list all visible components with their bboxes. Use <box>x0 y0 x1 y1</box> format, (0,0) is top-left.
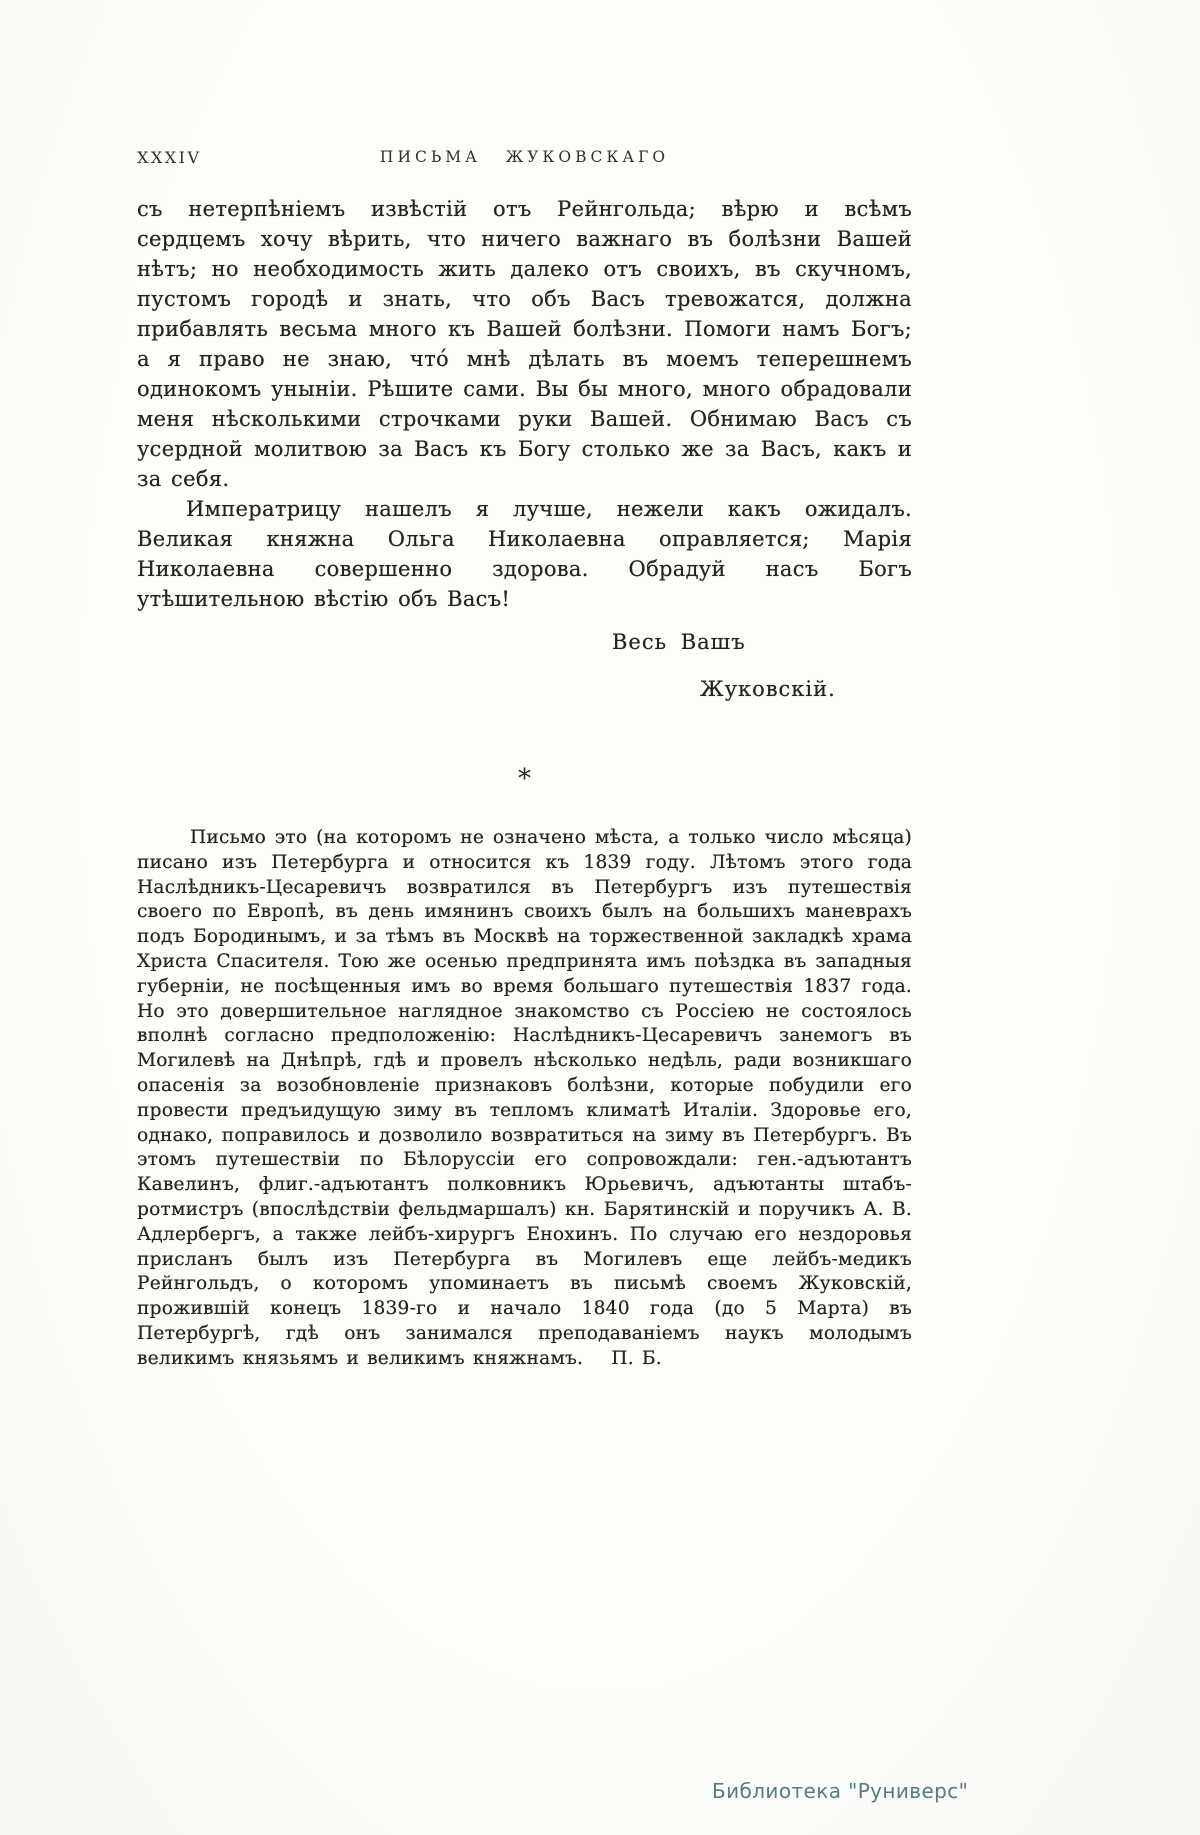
letter-closing: Весь Вашъ <box>612 630 746 654</box>
commentary-author-initials: П. Б. <box>611 1347 662 1369</box>
runivers-library-watermark: Библиотека "Руниверс" <box>712 1779 969 1803</box>
letter-paragraph-1: съ нетерпѣніемъ извѣстій отъ Рейнгольда; вѣрю и всѣмъ сердцемъ хочу вѣрить, что ничего важнаго въ болѣзни Вашей нѣтъ; но необходимость жить далеко отъ своихъ, въ скучномъ, пустомъ городѣ и знать, что объ Васъ тревожатся, должна прибавлять весьма много къ Вашей болѣзни. Помоги намъ Богъ; а я право не знаю, что́ мнѣ дѣлать въ моемъ теперешнемъ одинокомъ уныніи. Рѣшите сами. Вы бы много, много обрадовали меня нѣсколькими строчками руки Вашей. Обнимаю Васъ съ усердной молитвою за Васъ къ Богу столько же за Васъ, какъ и за себя. <box>137 197 912 491</box>
asterisk-separator: * <box>518 764 531 794</box>
running-title: ПИСЬМА ЖУКОВСКАГО <box>379 148 670 166</box>
page-content <box>137 148 912 1372</box>
page-header <box>137 148 912 172</box>
page-number: XXXIV <box>137 148 202 167</box>
letter-signature: Жуковскій. <box>700 677 836 701</box>
letter-body <box>137 194 912 704</box>
commentary-text: Письмо это (на которомъ не означено мѣста, а только число мѣсяца) писано изъ Петербурга и относится къ 1839 году. Лѣтомъ этого года Наслѣдникъ-Цесаревичъ возвратился въ Петербургъ изъ путешествія своего по Европѣ, въ день имянинъ своихъ былъ на большихъ маневрахъ подъ Бородинымъ, и за тѣмъ въ Москвѣ на торжественной закладкѣ храма Христа Спасителя. Тою же осенью предпринята имъ поѣздка въ западныя губерніи, не посѣщенныя имъ во время большаго путешествія 1837 года. Но это довершительное наглядное знакомство съ Россіею не состоялось вполнѣ согласно предположенію: Наслѣдникъ-Цесаревичъ занемогъ въ Могилевѣ на Днѣпрѣ, гдѣ и провелъ нѣсколько недѣль, ради возникшаго опасенія за возобновленіе признаковъ болѣзни, которые побудили его провести предъидущую зиму въ тепломъ климатѣ Италіи. Здоровье его, однако, поправилось и дозволило возвратиться на зиму въ Петербургъ. Въ этомъ путешествіи по Бѣлоруссіи его сопровождали: ген.-адъютантъ Кавелинъ, флиг.-адъютантъ полковникъ Юрьевичъ, адъютанты штабъ-ротмистръ (впослѣдствіи фельдмаршалъ) кн. Барятинскій и поручикъ А. В. Адлербергъ, а также лейбъ-хирургъ Енохинъ. По случаю его нездоровья присланъ былъ изъ Петербурга въ Могилевъ еще лейбъ-медикъ Рейнгольдъ, о которомъ упоминаетъ въ письмѣ своемъ Жуковскій, прожившій конецъ 1839-го и начало 1840 года (до 5 Марта) въ Петербургѣ, гдѣ онъ занимался преподаваніемъ наукъ молодымъ великимъ князьямъ и великимъ княжнамъ. <box>137 827 912 1369</box>
letter-paragraph-2: Императрицу нашелъ я лучше, нежели какъ ожидалъ. Великая княжна Ольга Николаевна оправляется; Марія Николаевна совершенно здорова. Обрадуй насъ Богъ утѣшительною вѣстію объ Васъ! <box>137 497 912 611</box>
commentary-paragraph <box>137 826 912 1372</box>
editorial-commentary <box>137 826 912 1372</box>
